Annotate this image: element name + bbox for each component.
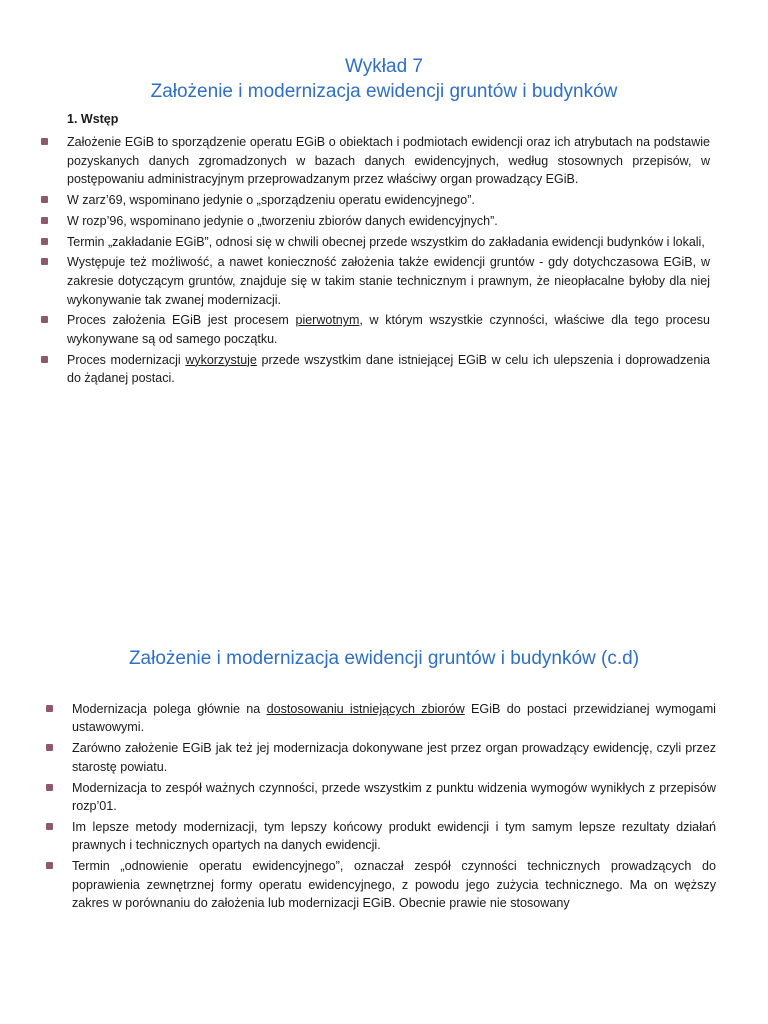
- bullet-text-after: przede wszystkim dane istniejącej EGiB w celu ich ulepszenia i doprowadzenia do żądanej postaci.: [67, 352, 711, 386]
- bullet-text: Im lepsze metody modernizacji, tym lepszy końcowy produkt ewidencji i tym samym lepsze rezultaty działań prawnych i technicznych opartych na danych ewidencji.: [72, 819, 716, 853]
- bullet-text: W zarz’69, wspominano jedynie o „sporządzeniu operatu ewidencyjnego”.: [67, 193, 475, 208]
- lecture-number: Wykład 7: [345, 56, 423, 77]
- bullet-marker-icon: [41, 316, 48, 323]
- list-item: [44, 818, 716, 855]
- bullet-marker-icon: [46, 705, 53, 712]
- bullet-marker-icon: [41, 238, 48, 245]
- bullet-text-after: EGiB do postaci przewidzianej wymogami ustawowymi.: [72, 702, 716, 735]
- slide-1-title: [0, 54, 768, 104]
- bullet-marker-icon: [46, 862, 53, 869]
- list-item: [44, 700, 716, 737]
- list-item: [40, 212, 710, 231]
- list-item: [40, 311, 710, 348]
- slide-2: [0, 620, 768, 1024]
- underlined-term: dostosowaniu istniejących zbiorów: [266, 702, 465, 716]
- bullet-text-before: Modernizacja polega głównie na: [72, 702, 267, 716]
- list-item: [40, 351, 710, 388]
- list-item: [40, 133, 710, 189]
- list-item: [44, 857, 716, 912]
- bullet-text: Termin „zakładanie EGiB”, odnosi się w chwili obecnej przede wszystkim do zakładania ewidencji budynków i lokali,: [67, 234, 705, 249]
- bullet-marker-icon: [46, 744, 53, 751]
- bullet-marker-icon: [41, 196, 48, 203]
- underlined-term: pierwotnym: [295, 313, 360, 328]
- bullet-text: Występuje też możliwość, a nawet konieczność założenia także ewidencji gruntów - gdy dotychczasowa EGiB, w zakresie dotyczącym gruntów, znajduje się w takim stanie technicznym i prawnym, że nieopłacalne byłoby dla niej wykonywanie tak zwanej modernizacji.: [67, 255, 710, 307]
- bullet-marker-icon: [41, 217, 48, 224]
- section-heading: 1. Wstęp: [67, 112, 119, 126]
- continuation-title: Założenie i modernizacja ewidencji gruntów i budynków (c.d): [128, 648, 640, 669]
- list-item: [44, 779, 716, 816]
- slide-2-title: [0, 646, 768, 671]
- list-item: [40, 191, 710, 210]
- bullet-text: Modernizacja to zespół ważnych czynności, przede wszystkim z punktu widzenia wymogów wynikłych z przepisów rozp’01.: [72, 780, 716, 814]
- bullet-marker-icon: [41, 138, 48, 145]
- bullet-text-before: Proces modernizacji: [67, 352, 186, 367]
- list-item: [40, 233, 710, 252]
- bullet-marker-icon: [46, 823, 53, 830]
- bullet-marker-icon: [41, 258, 48, 265]
- bullet-list: [40, 133, 710, 390]
- bullet-text: Zarówno założenie EGiB jak też jej modernizacja dokonywane jest przez organ prowadzący ewidencję, czyli przez starostę powiatu.: [72, 741, 716, 774]
- bullet-text: Termin „odnowienie operatu ewidencyjnego”, oznaczał zespół czynności technicznych prowadzących do poprawienia zewnętrznej formy operatu ewidencyjnego, z powodu jego zużycia technicznego. Ma on węższy zakres w porównaniu do założenia lub modernizacji EGiB. Obecnie prawie nie stosowany: [72, 859, 716, 911]
- bullet-text: Założenie EGiB to sporządzenie operatu EGiB o obiektach i podmiotach ewidencji oraz ich atrybutach na podstawie pozyskanych danych zgromadzonych w bazach danych ewidencyjnych, według stosownych przepisów, w postępowaniu administracyjnym przeprowadzanym przez właściwy organ prowadzący EGiB.: [67, 135, 710, 187]
- lecture-title: Założenie i modernizacja ewidencji gruntów i budynków: [150, 81, 618, 102]
- list-item: [40, 253, 710, 309]
- list-item: [44, 739, 716, 776]
- bullet-marker-icon: [41, 356, 48, 363]
- slide-1: [0, 0, 768, 500]
- bullet-text-before: Proces założenia EGiB jest procesem: [67, 313, 296, 328]
- bullet-text-after: , w którym wszystkie czynności, właściwe dla tego procesu wykonywane są od samego początku.: [67, 313, 710, 347]
- bullet-marker-icon: [46, 784, 53, 791]
- underlined-term: wykorzystuje: [185, 352, 257, 367]
- bullet-text: W rozp’96, wspominano jedynie o „tworzeniu zbiorów danych ewidencyjnych”.: [67, 213, 498, 228]
- bullet-list: [44, 700, 716, 915]
